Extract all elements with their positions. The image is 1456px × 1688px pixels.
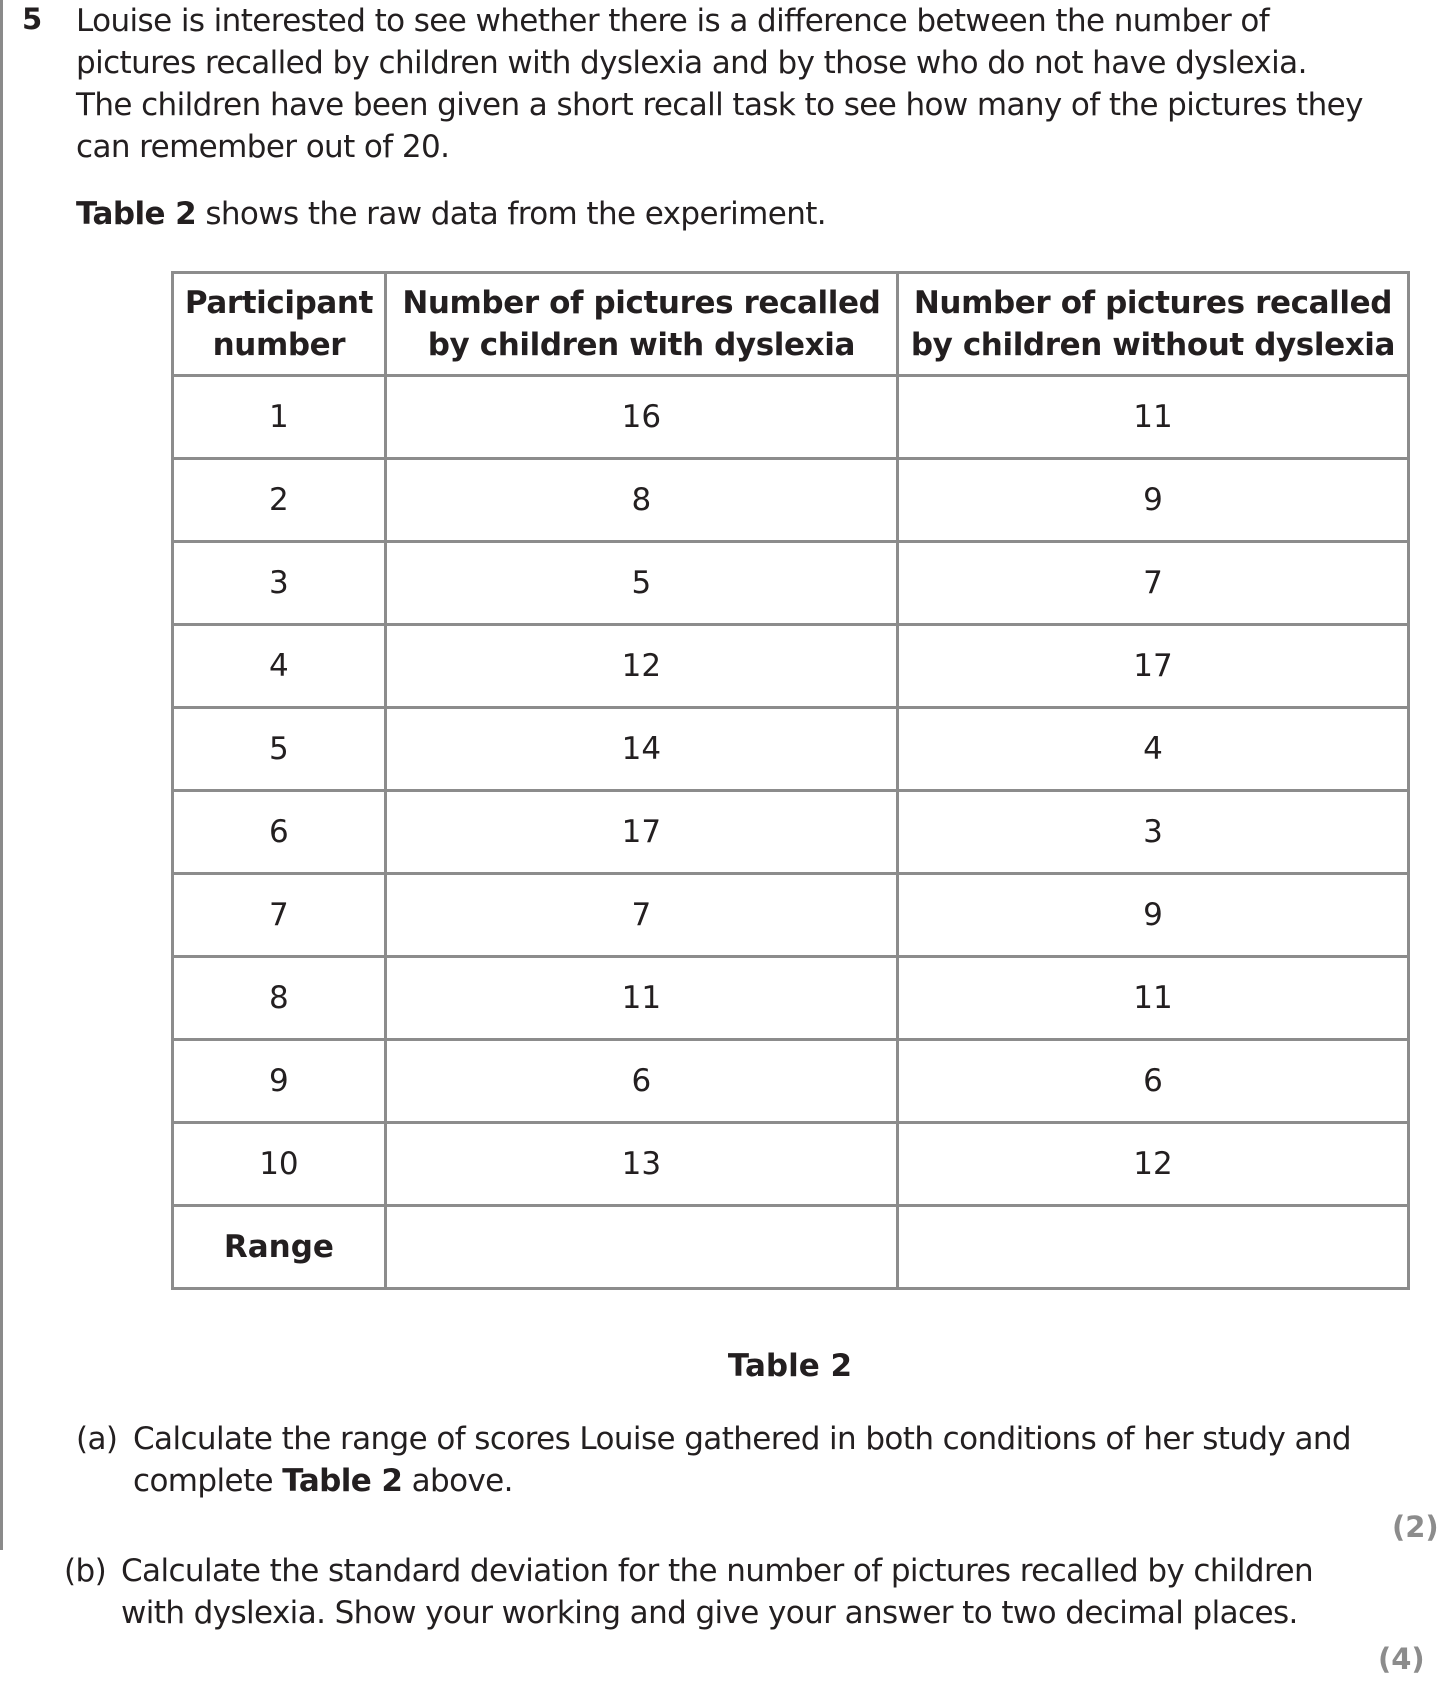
part-a-text: Calculate the range of scores Louise gathered in both conditions of her study and complete Table 2 above. (133, 1421, 1351, 1499)
question-stem (76, 0, 1406, 168)
cell-participant: 2 (173, 459, 386, 542)
table-header-row (173, 273, 1409, 376)
table-row (173, 708, 1409, 791)
stem-line: Louise is interested to see whether there is a difference between the number of (76, 3, 1270, 39)
cell-participant: 10 (173, 1123, 386, 1206)
cell-with-dyslexia: 12 (385, 625, 897, 708)
cell-with-dyslexia: 8 (385, 459, 897, 542)
part-b-text (121, 1550, 1313, 1634)
part-b-marks: (4) (1378, 1642, 1425, 1676)
cell-with-dyslexia: 14 (385, 708, 897, 791)
header-participant: Participant number (173, 273, 386, 376)
cell-with-dyslexia: 5 (385, 542, 897, 625)
table-row (173, 459, 1409, 542)
stem-line: can remember out of 20. (76, 129, 450, 165)
margin-rule (0, 0, 3, 1550)
part-b-label: (b) (64, 1553, 107, 1589)
cell-participant: 8 (173, 957, 386, 1040)
cell-without-dyslexia: 4 (897, 708, 1408, 791)
cell-without-dyslexia: 11 (897, 957, 1408, 1040)
table-reference: Table 2 (76, 196, 197, 232)
range-without-dyslexia-answer-cell[interactable] (897, 1206, 1408, 1289)
cell-participant: 5 (173, 708, 386, 791)
table-row (173, 376, 1409, 459)
cell-without-dyslexia: 9 (897, 459, 1408, 542)
table-row (173, 625, 1409, 708)
table-row (173, 791, 1409, 874)
table-row (173, 1040, 1409, 1123)
cell-without-dyslexia: 9 (897, 874, 1408, 957)
range-row (173, 1206, 1409, 1289)
cell-with-dyslexia: 17 (385, 791, 897, 874)
cell-without-dyslexia: 3 (897, 791, 1408, 874)
cell-without-dyslexia: 6 (897, 1040, 1408, 1123)
stem-line: pictures recalled by children with dyslexia and by those who do not have dyslexia. (76, 45, 1307, 81)
header-with-dyslexia: Number of pictures recalled by children with dyslexia (385, 273, 897, 376)
cell-without-dyslexia: 7 (897, 542, 1408, 625)
table-row (173, 957, 1409, 1040)
range-label: Range (173, 1206, 386, 1289)
cell-with-dyslexia: 6 (385, 1040, 897, 1123)
table-intro-text: shows the raw data from the experiment. (196, 196, 827, 232)
cell-participant: 4 (173, 625, 386, 708)
table-reference: Table 2 (282, 1463, 403, 1499)
cell-participant: 7 (173, 874, 386, 957)
cell-without-dyslexia: 11 (897, 376, 1408, 459)
table-intro (76, 196, 826, 232)
cell-without-dyslexia: 12 (897, 1123, 1408, 1206)
cell-participant: 6 (173, 791, 386, 874)
question-number: 5 (22, 2, 43, 36)
part-b-line-1: Calculate the standard deviation for the number of pictures recalled by children (121, 1553, 1313, 1589)
cell-participant: 3 (173, 542, 386, 625)
cell-with-dyslexia: 7 (385, 874, 897, 957)
cell-with-dyslexia: 16 (385, 376, 897, 459)
cell-with-dyslexia: 11 (385, 957, 897, 1040)
recall-data-table (171, 271, 1410, 1290)
part-a-marks: (2) (1392, 1510, 1439, 1544)
header-without-dyslexia: Number of pictures recalled by children without dyslexia (897, 273, 1408, 376)
table-row (173, 874, 1409, 957)
cell-with-dyslexia: 13 (385, 1123, 897, 1206)
cell-participant: 9 (173, 1040, 386, 1123)
table-caption: Table 2 (727, 1348, 853, 1384)
cell-without-dyslexia: 17 (897, 625, 1408, 708)
cell-participant: 1 (173, 376, 386, 459)
stem-line: The children have been given a short recall task to see how many of the pictures they (76, 87, 1363, 123)
part-a-label: (a) (76, 1421, 118, 1457)
table-row (173, 1123, 1409, 1206)
part-b-line-2: with dyslexia. Show your working and give your answer to two decimal places. (121, 1595, 1298, 1631)
part-a-line-1: Calculate the range of scores Louise gathered in both conditions of her study and (133, 1421, 1351, 1457)
range-with-dyslexia-answer-cell[interactable] (385, 1206, 897, 1289)
table-row (173, 542, 1409, 625)
